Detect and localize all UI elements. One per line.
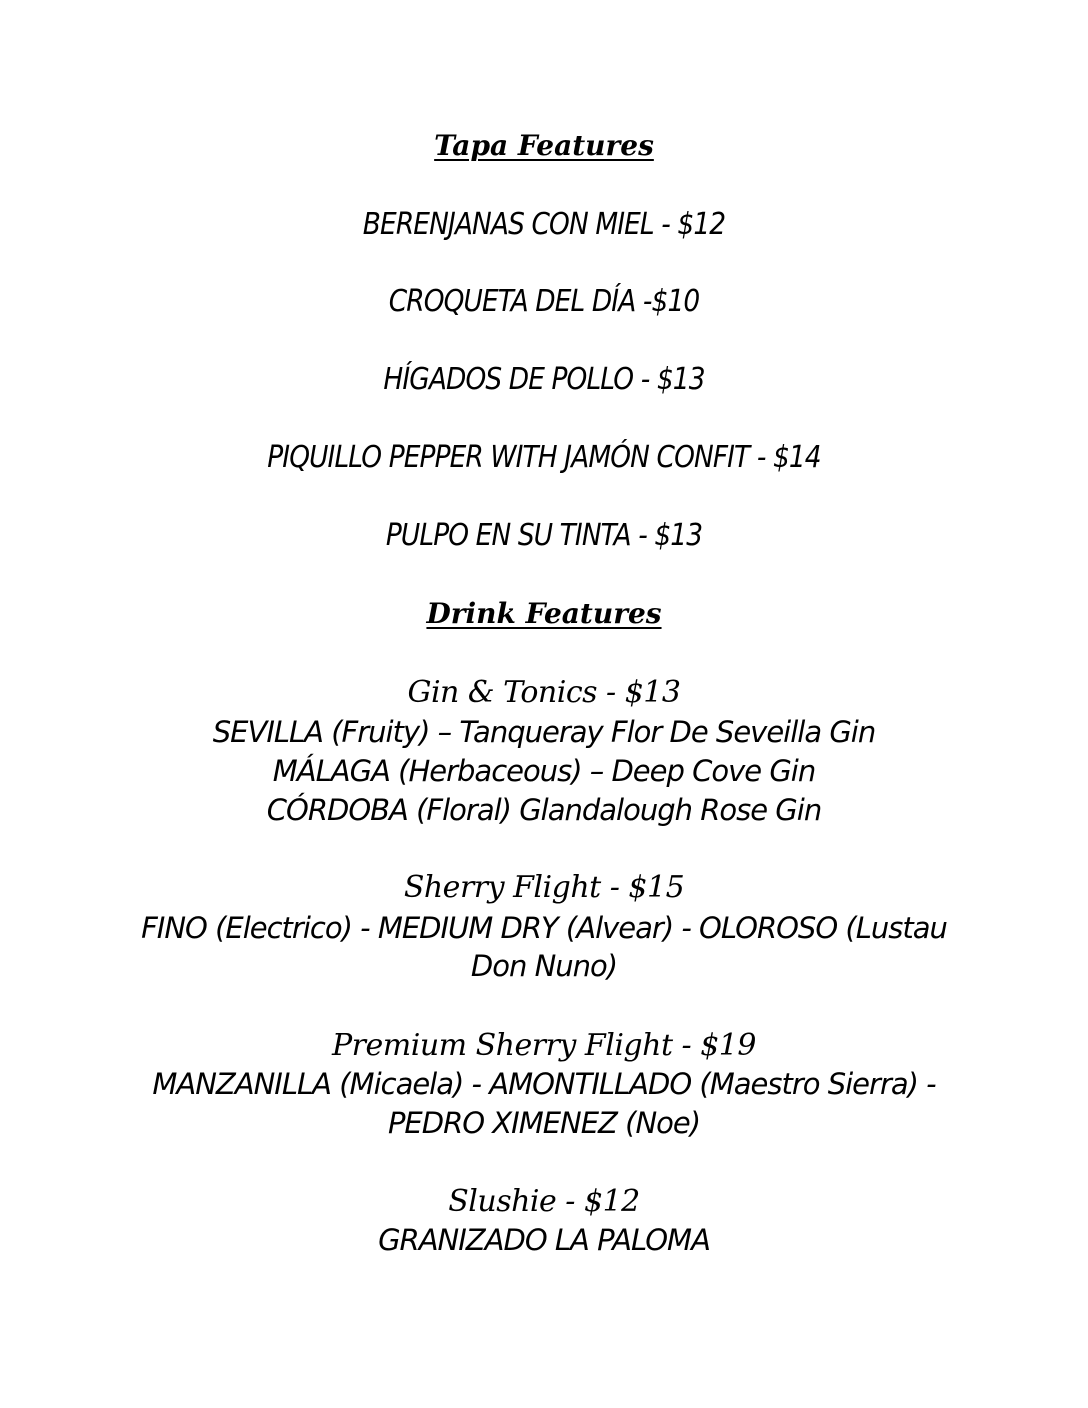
sherry-line: Don Nuno): [470, 949, 618, 983]
premium-title: Premium Sherry Flight - $19: [332, 1028, 756, 1063]
drink-heading: Drink Features: [426, 597, 662, 630]
gin-line: MÁLAGA (Herbaceous) – Deep Cove Gin: [272, 754, 816, 788]
tapa-item: PULPO EN SU TINTA - $13: [385, 518, 703, 553]
gin-title: Gin & Tonics - $13: [407, 675, 681, 710]
slushie-title: Slushie - $12: [448, 1184, 640, 1219]
tapa-heading: Tapa Features: [434, 129, 654, 162]
gin-line: SEVILLA (Fruity) – Tanqueray Flor De Seveilla Gin: [212, 715, 876, 749]
gin-line: CÓRDOBA (Floral) Glandalough Rose Gin: [266, 793, 822, 827]
premium-line: PEDRO XIMENEZ (Noe): [387, 1106, 701, 1140]
tapa-item: BERENJANAS CON MIEL - $12: [362, 207, 726, 242]
sherry-line: FINO (Electrico) - MEDIUM DRY (Alvear) - OLOROSO (Lustau: [141, 911, 947, 945]
tapa-item: CROQUETA DEL DÍA -$10: [388, 284, 700, 319]
sherry-title: Sherry Flight - $15: [403, 870, 685, 905]
premium-line: MANZANILLA (Micaela) - AMONTILLADO (Maestro Sierra) -: [152, 1067, 936, 1101]
tapa-item: HÍGADOS DE POLLO - $13: [383, 362, 705, 397]
tapa-item: PIQUILLO PEPPER WITH JAMÓN CONFIT - $14: [267, 440, 821, 475]
slushie-line: GRANIZADO LA PALOMA: [378, 1223, 710, 1257]
